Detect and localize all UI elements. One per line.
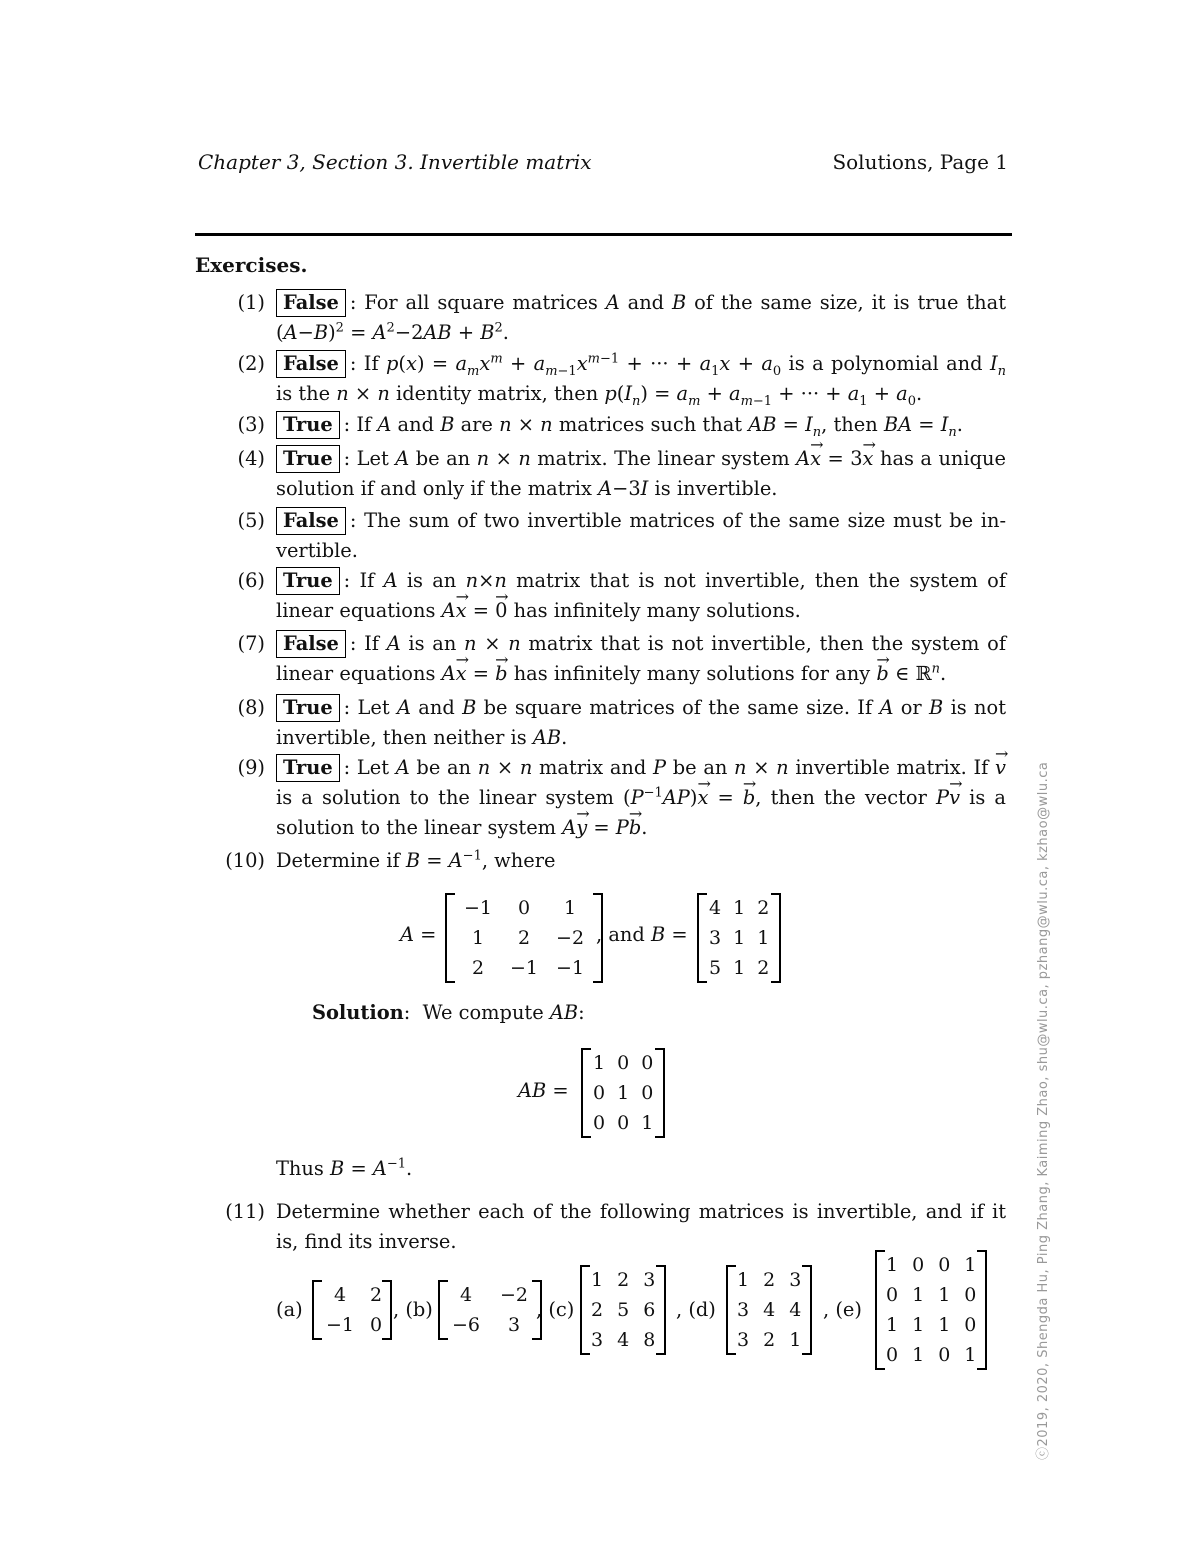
page-label: Solutions, Page 1 (832, 150, 1008, 174)
part-d-label: , (d) (676, 1298, 716, 1321)
answer-badge: True (276, 754, 340, 782)
matrix-11b: 4 −2 −6 3 (438, 1280, 542, 1340)
exercise-number: (1) (237, 291, 265, 314)
exercise-number: (10) (225, 849, 265, 872)
solution-label: Solution (312, 1001, 404, 1024)
conclusion-text: Thus $B = A^{-1}$. (276, 1156, 413, 1180)
exercise-number: (3) (237, 413, 265, 436)
answer-badge: True (276, 694, 340, 722)
answer-badge: False (276, 350, 346, 378)
part-a-label: (a) (276, 1298, 303, 1321)
matrix-b: 4 1 2 3 1 1 5 1 2 (697, 893, 781, 983)
exercise-text: True : Let A be an n × n matrix and P be an n × n invertible matrix. If → v is a solution to the linear system $(P^{-1}AP)\to x$ = → b, then the vector P→ v is a solution to the linear system A→ y = P→ b. (276, 753, 1006, 843)
solution-text: Solution: We compute AB: (312, 1001, 585, 1024)
chapter-title: Chapter 3, Section 3. Invertible matrix (198, 150, 592, 174)
exercise-text: True : Let A and B be square matrices of the same size. If A or B is not invertible, then neither is AB. (276, 696, 1006, 749)
answer-badge: True (276, 411, 340, 439)
matrix-ab: 1 0 0 0 1 0 0 0 1 (581, 1048, 665, 1138)
exercise-number: (5) (237, 509, 265, 532)
page-header (198, 150, 1008, 180)
exercise-text: Determine if $B = A^{-1}$, where (276, 848, 556, 872)
exercise-text: False : If $p(x) = a_mx^m + a_{m-1}x^{m-1}$ + ··· + $a_1x + a_0$ is a polynomial and $I_n$ is the n × n identity matrix, then $p(I_n) = a_m + a_{m-1}$ + ··· + $a_1 + a_0$. (276, 351, 1006, 409)
exercise-number: (8) (237, 696, 265, 719)
part-c-label: , (c) (536, 1298, 575, 1321)
matrix-11d: 1 2 3 3 4 4 3 2 1 (726, 1265, 812, 1355)
exercise-number: (9) (237, 756, 265, 779)
exercise-number: (11) (225, 1200, 265, 1223)
matrix-11e: 1 0 0 1 0 1 1 0 1 1 1 0 0 1 0 1 (875, 1250, 987, 1370)
section-heading: Exercises. (195, 253, 308, 277)
exercise-number: (4) (237, 447, 265, 470)
exercise-text: False : The sum of two invertible matrices of the same size must be in-vertible. (276, 509, 1006, 562)
matrix-b-label: , and B = (596, 923, 688, 946)
matrix-a: −1 0 1 1 2 −2 2 −1 −1 (445, 893, 603, 983)
exercise-number: (6) (237, 569, 265, 592)
part-b-label: , (b) (393, 1298, 433, 1321)
exercise-text: False : For all square matrices A and B of the same size, it is true that $(A-B)^2 = A^2-2AB + B^2$. (276, 291, 1007, 344)
matrix-ab-label: AB = (518, 1079, 569, 1102)
exercise-text: True : Let A be an n × n matrix. The linear system A→ x = 3→ x has a unique solution if and only if the matrix A−3I is invertible. (276, 444, 1006, 504)
matrix-a-label: A = (400, 923, 437, 946)
exercise-text: Determine whether each of the following matrices is invertible, and if it is, find its inverse. (276, 1200, 1006, 1253)
exercise-text: True : If A and B are n × n matrices such that AB = $I_n$, then BA = $I_n$. (276, 410, 1006, 440)
answer-badge: True (276, 567, 340, 595)
answer-badge: True (276, 445, 340, 473)
part-e-label: , (e) (823, 1298, 862, 1321)
answer-badge: False (276, 630, 346, 658)
copyright-watermark: ⓒ2019, 2020, Shengda Hu, Ping Zhang, Kaiming Zhao, shu@wlu.ca, pzhang@wlu.ca, kzhao@wlu.ca (1036, 761, 1051, 1460)
matrix-11c: 1 2 3 2 5 6 3 4 8 (580, 1265, 666, 1355)
exercise-text: True : If A is an n×n matrix that is not invertible, then the system of linear equations A→ x = → 0 has infinitely many solutions. (276, 566, 1006, 626)
exercise-text: False : If A is an n × n matrix that is not invertible, then the system of linear equations A→ x = → b has infinitely many solutions for any → b ∈ ℝ$^n$. (276, 629, 1006, 689)
answer-badge: False (276, 289, 346, 317)
header-rule (195, 233, 1012, 236)
answer-badge: False (276, 507, 346, 535)
exercise-number: (7) (237, 632, 265, 655)
exercise-number: (2) (237, 352, 265, 375)
matrix-11a: 4 2 −1 0 (312, 1280, 392, 1340)
